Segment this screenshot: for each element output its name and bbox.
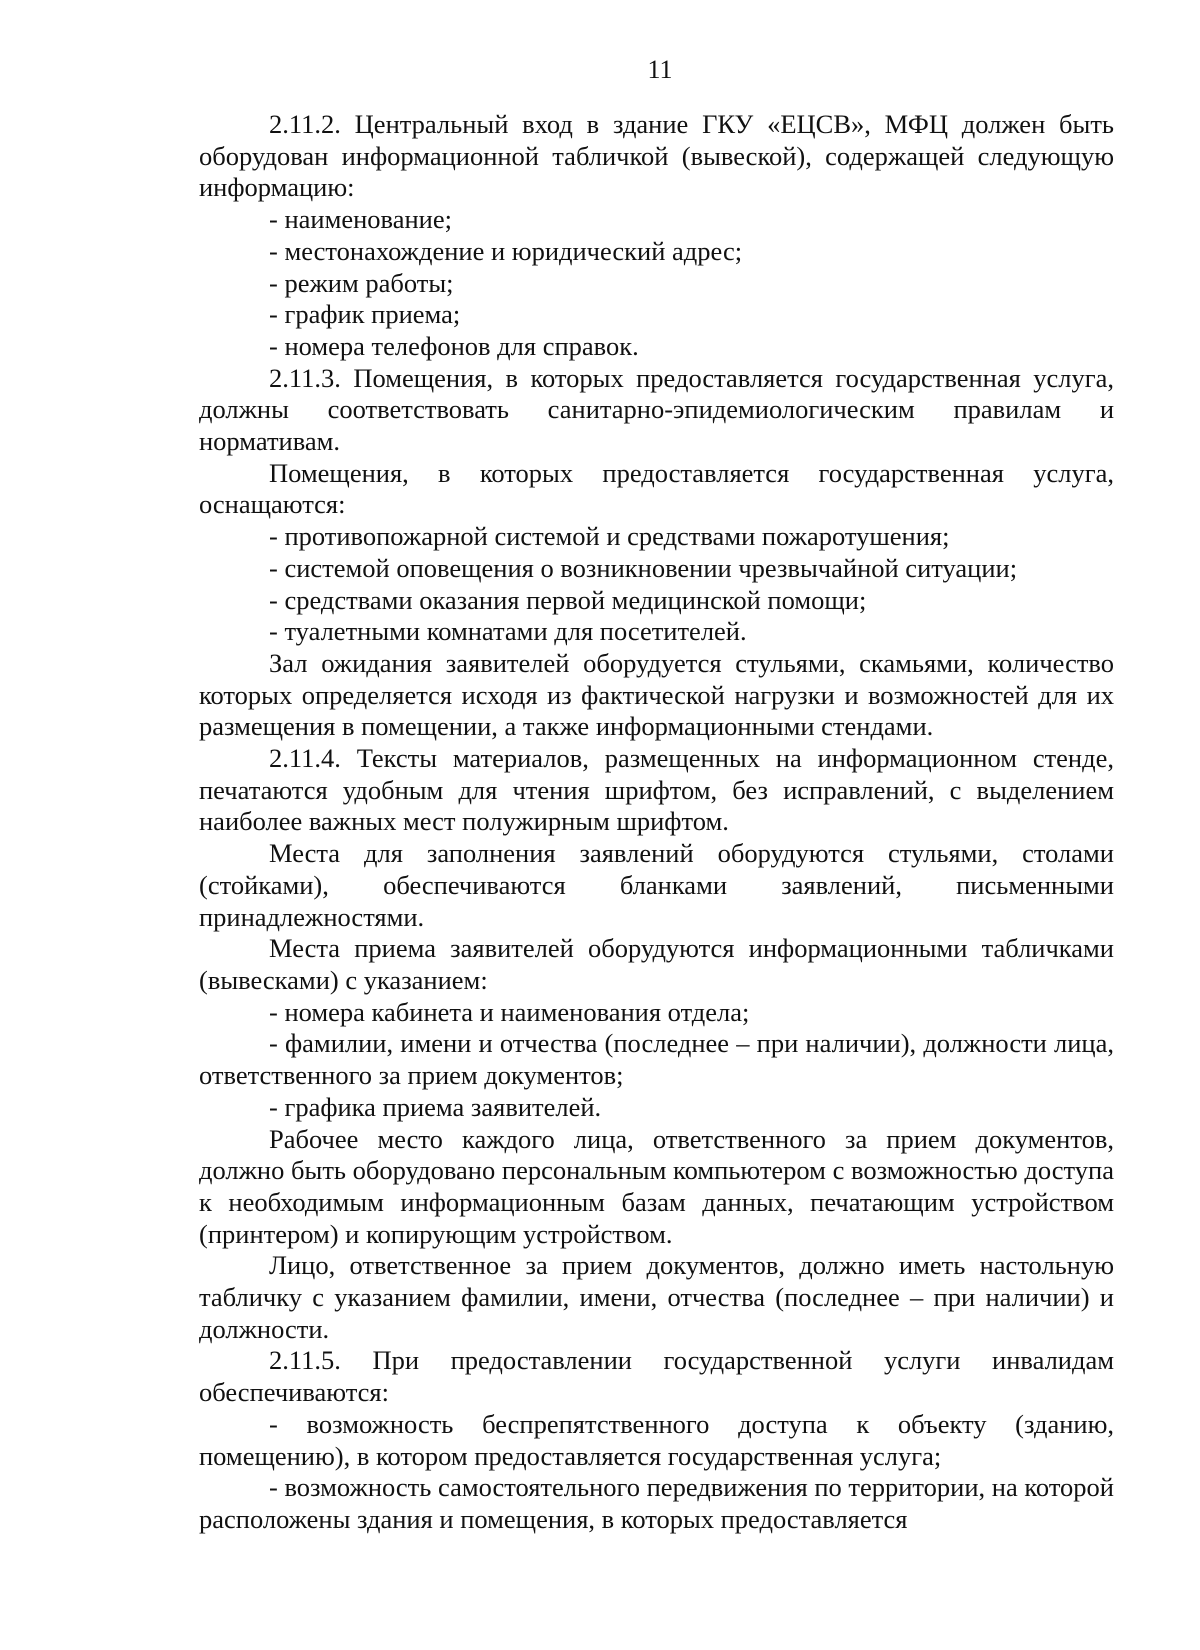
- paragraph: Места приема заявителей оборудуются информационными табличками (вывесками) с указанием:: [199, 933, 1114, 995]
- paragraph: Помещения, в которых предоставляется государственная услуга, оснащаются:: [199, 457, 1114, 520]
- paragraph-2-11-2: 2.11.2. Центральный вход в здание ГКУ «ЕЦСВ», МФЦ должен быть оборудован информационной табличкой (вывеской), содержащей следующую информацию:: [199, 109, 1114, 203]
- paragraph-2-11-4: 2.11.4. Тексты материалов, размещенных на информационном стенде, печатаются удобным для чтения шрифтом, без исправлений, с выделением наиболее важных мест полужирным шрифтом.: [199, 743, 1114, 837]
- list-item: - наименование;: [269, 204, 452, 235]
- paragraph: Зал ожидания заявителей оборудуется стульями, скамьями, количество которых определяется исходя из фактической нагрузки и возможностей для их размещения в помещении, а также информационными стендами.: [199, 647, 1114, 742]
- list-item: - возможность беспрепятственного доступа к объекту (зданию, помещению), в котором предоставляется государственная услуга;: [199, 1408, 1114, 1471]
- paragraph-2-11-5: 2.11.5. При предоставлении государственной услуги инвалидам обеспечиваются:: [199, 1345, 1114, 1408]
- paragraph: Места для заполнения заявлений оборудуются стульями, столами (стойками), обеспечиваются бланками заявлений, письменными принадлежностями.: [199, 838, 1114, 932]
- document-body: [199, 109, 1114, 1536]
- list-item: - противопожарной системой и средствами пожаротушения;: [269, 521, 950, 552]
- paragraph: Рабочее место каждого лица, ответственного за прием документов, должно быть оборудовано персональным компьютером с возможностью доступа к необходимым информационным базам данных, печатающим устройством (принтером) и копирующим устройством.: [199, 1123, 1114, 1249]
- page-number: 11: [647, 55, 673, 84]
- list-item: - график приема;: [269, 299, 461, 330]
- paragraph-2-11-3: 2.11.3. Помещения, в которых предоставляется государственная услуга, должны соответствовать санитарно-эпидемиологическим правилам и нормативам.: [199, 362, 1114, 457]
- list-item: - режим работы;: [269, 267, 454, 298]
- list-item: - местонахождение и юридический адрес;: [269, 235, 743, 266]
- list-item: - системой оповещения о возникновении чрезвычайной ситуации;: [269, 552, 1018, 583]
- list-item: - графика приема заявителей.: [269, 1091, 602, 1122]
- list-item: - фамилии, имени и отчества (последнее – при наличии), должности лица, ответственного за прием документов;: [199, 1028, 1114, 1091]
- list-item: - туалетными комнатами для посетителей.: [269, 616, 747, 647]
- paragraph: Лицо, ответственное за прием документов, должно иметь настольную табличку с указанием фамилии, имени, отчества (последнее – при наличии) и должности.: [199, 1250, 1114, 1344]
- list-item: - номера кабинета и наименования отдела;: [269, 996, 750, 1027]
- list-item: - средствами оказания первой медицинской помощи;: [269, 584, 867, 615]
- list-item: - номера телефонов для справок.: [269, 330, 639, 361]
- list-item: - возможность самостоятельного передвижения по территории, на которой расположены здания и помещения, в которых предоставляется: [199, 1472, 1114, 1534]
